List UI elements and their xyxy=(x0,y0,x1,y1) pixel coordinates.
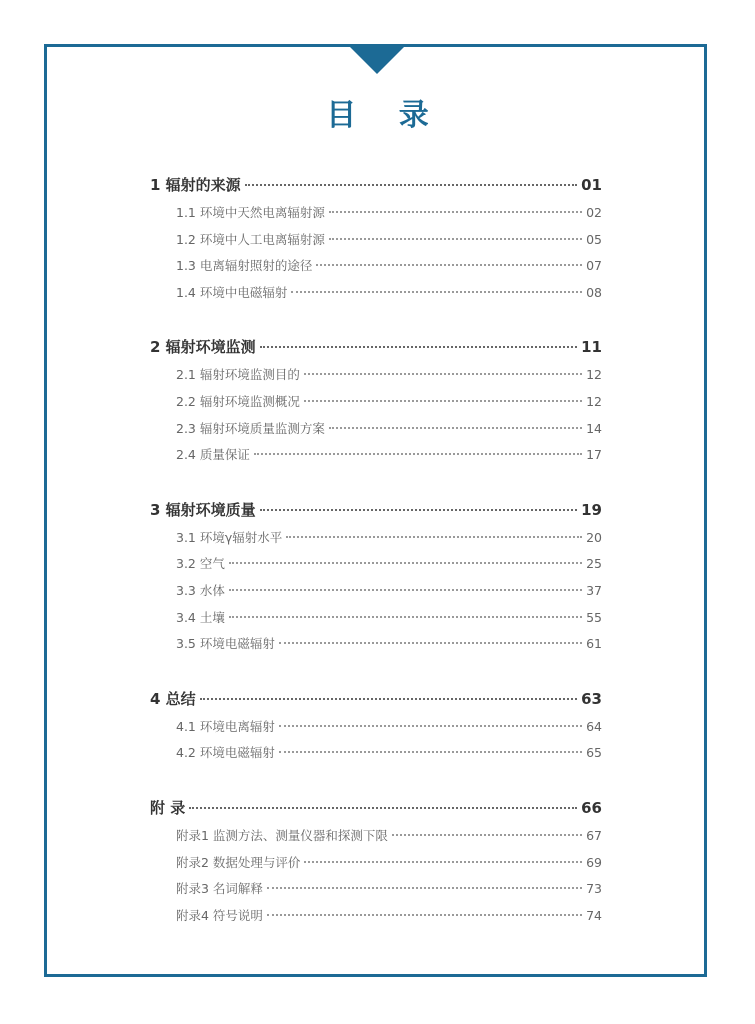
toc-section xyxy=(150,332,602,468)
toc-subentry[interactable] xyxy=(150,903,602,930)
toc-subentry-label: 3.5 环境电磁辐射 xyxy=(176,636,275,652)
toc-chapter-label: 3 辐射环境质量 xyxy=(150,500,256,519)
toc-subentry[interactable] xyxy=(150,823,602,850)
toc-subentry[interactable] xyxy=(150,551,602,578)
toc-subentry-page-number: 05 xyxy=(586,231,602,247)
toc-chapter-page-number: 19 xyxy=(581,500,602,519)
toc-section xyxy=(150,170,602,306)
dot-leader xyxy=(260,509,577,511)
dot-leader xyxy=(267,914,582,916)
toc-subentry[interactable] xyxy=(150,253,602,280)
toc-subentry[interactable] xyxy=(150,442,602,469)
toc-subentry-page-number: 20 xyxy=(586,529,602,545)
toc-subentry-page-number: 74 xyxy=(586,907,602,923)
toc-subentry-page-number: 12 xyxy=(586,393,602,409)
dot-leader xyxy=(329,238,582,240)
toc-chapter-label: 附 录 xyxy=(150,798,186,817)
toc-subentry-page-number: 69 xyxy=(586,854,602,870)
toc-chapter-page-number: 63 xyxy=(581,689,602,708)
toc-subentry-label: 1.4 环境中电磁辐射 xyxy=(176,284,288,300)
dot-leader xyxy=(229,616,582,618)
dot-leader xyxy=(267,887,582,889)
dot-leader xyxy=(304,373,582,375)
toc-chapter[interactable] xyxy=(150,684,602,714)
toc-subentry-page-number: 02 xyxy=(586,205,602,220)
page-title: 目 录 xyxy=(326,98,445,133)
toc-subentry-page-number: 65 xyxy=(586,745,602,761)
dot-leader xyxy=(279,751,582,753)
dot-leader xyxy=(245,184,577,186)
dot-leader xyxy=(304,400,582,402)
dot-leader xyxy=(189,807,577,809)
toc-subentry[interactable] xyxy=(150,850,602,877)
toc-chapter-label: 1 辐射的来源 xyxy=(150,176,241,194)
toc-subentry-label: 2.4 质量保证 xyxy=(176,447,250,463)
toc-subentry-label: 附录4 符号说明 xyxy=(176,907,263,923)
toc-subentry[interactable] xyxy=(150,631,602,658)
toc-chapter-label: 4 总结 xyxy=(150,689,196,708)
toc-subentry[interactable] xyxy=(150,714,602,741)
toc-subentry-page-number: 12 xyxy=(586,367,602,383)
toc-chapter-page-number: 01 xyxy=(581,176,602,194)
toc-subentry[interactable] xyxy=(150,227,602,254)
dot-leader xyxy=(304,861,582,863)
toc-subentry-page-number: 61 xyxy=(586,636,602,652)
dot-leader xyxy=(229,562,582,564)
toc-subentry-label: 3.2 空气 xyxy=(176,556,225,572)
toc-subentry-label: 1.3 电离辐射照射的途径 xyxy=(176,258,313,274)
toc-subentry-label: 3.4 土壤 xyxy=(176,609,225,625)
toc-subentry[interactable] xyxy=(150,876,602,903)
toc-subentry[interactable] xyxy=(150,578,602,605)
toc-subentry-page-number: 25 xyxy=(586,556,602,572)
toc-subentry[interactable] xyxy=(150,416,602,443)
toc-subentry-page-number: 55 xyxy=(586,609,602,625)
toc-subentry[interactable] xyxy=(150,280,602,307)
toc-chapter[interactable] xyxy=(150,495,602,525)
dot-leader xyxy=(229,589,582,591)
table-of-contents xyxy=(150,170,602,955)
toc-subentry-label: 附录1 监测方法、测量仪器和探测下限 xyxy=(176,827,388,843)
dot-leader xyxy=(316,264,582,266)
toc-subentry-label: 附录2 数据处理与评价 xyxy=(176,854,301,870)
dot-leader xyxy=(279,642,582,644)
toc-subentry[interactable] xyxy=(150,525,602,552)
toc-chapter-page-number: 11 xyxy=(581,338,602,357)
toc-section xyxy=(150,495,602,658)
toc-subentry-label: 4.1 环境电离辐射 xyxy=(176,718,275,734)
toc-subentry-label: 2.2 辐射环境监测概况 xyxy=(176,393,300,409)
toc-subentry[interactable] xyxy=(150,362,602,389)
toc-subentry-label: 3.1 环境γ辐射水平 xyxy=(176,529,283,545)
toc-subentry-page-number: 17 xyxy=(586,447,602,463)
toc-chapter[interactable] xyxy=(150,170,602,200)
toc-subentry-page-number: 64 xyxy=(586,718,602,734)
dot-leader xyxy=(260,346,577,348)
toc-chapter-page-number: 66 xyxy=(581,798,602,817)
toc-subentry-label: 1.1 环境中天然电离辐射源 xyxy=(176,205,325,220)
toc-subentry-page-number: 07 xyxy=(586,258,602,274)
toc-subentry-label: 附录3 名词解释 xyxy=(176,881,263,897)
toc-section xyxy=(150,684,602,767)
toc-subentry[interactable] xyxy=(150,740,602,767)
toc-subentry-page-number: 37 xyxy=(586,582,602,598)
dot-leader xyxy=(329,427,582,429)
toc-subentry-label: 3.3 水体 xyxy=(176,582,225,598)
toc-subentry[interactable] xyxy=(150,200,602,227)
toc-subentry-label: 2.3 辐射环境质量监测方案 xyxy=(176,420,325,436)
toc-subentry-page-number: 73 xyxy=(586,881,602,897)
toc-subentry-label: 1.2 环境中人工电离辐射源 xyxy=(176,231,325,247)
dot-leader xyxy=(392,834,582,836)
toc-chapter-label: 2 辐射环境监测 xyxy=(150,338,256,357)
toc-subentry-label: 2.1 辐射环境监测目的 xyxy=(176,367,300,383)
toc-section xyxy=(150,793,602,929)
dot-leader xyxy=(329,211,582,213)
toc-subentry-label: 4.2 环境电磁辐射 xyxy=(176,745,275,761)
dot-leader xyxy=(279,725,582,727)
toc-subentry-page-number: 67 xyxy=(586,827,602,843)
toc-chapter[interactable] xyxy=(150,332,602,362)
toc-subentry-page-number: 14 xyxy=(586,420,602,436)
dot-leader xyxy=(291,291,582,293)
toc-chapter[interactable] xyxy=(150,793,602,823)
dot-leader xyxy=(200,698,577,700)
dot-leader xyxy=(254,453,582,455)
dot-leader xyxy=(286,536,582,538)
triangle-marker-icon xyxy=(347,44,407,74)
toc-subentry[interactable] xyxy=(150,389,602,416)
toc-subentry-page-number: 08 xyxy=(586,284,602,300)
toc-subentry[interactable] xyxy=(150,605,602,632)
